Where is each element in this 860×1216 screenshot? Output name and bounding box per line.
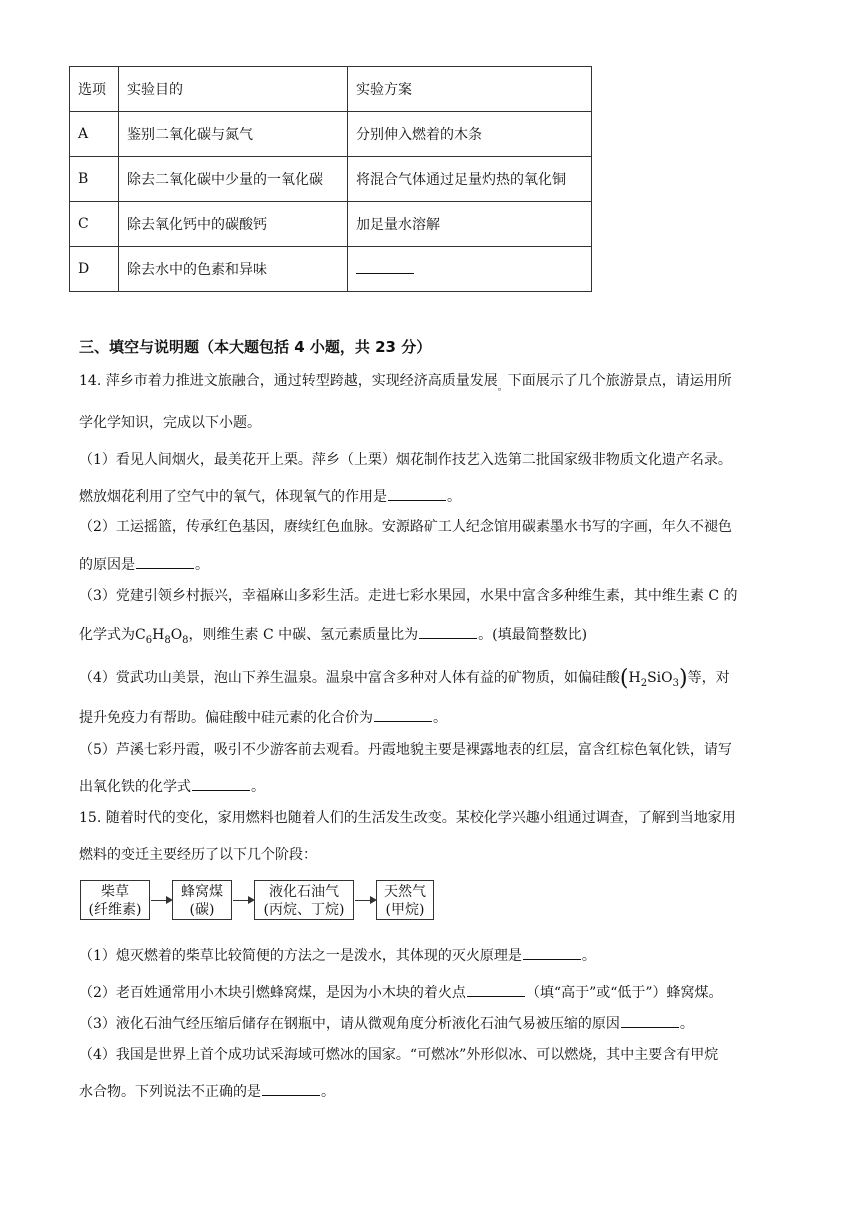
flow-box-detail: (甲烷) (385, 902, 425, 918)
row-option: B (70, 157, 119, 202)
flow-box-coal (172, 880, 232, 920)
answer-blank (388, 489, 446, 501)
q15-p2-line (79, 983, 723, 1003)
q15-p3-end: 。 (679, 1016, 694, 1032)
metasilicic-acid-formula (619, 666, 688, 691)
q14-p3-end: 。(填最简整数比) (478, 627, 588, 643)
table-row (70, 112, 592, 157)
formula-sub: 8 (182, 635, 189, 646)
q15-p2-text: （2）老百姓通常用小木块引燃蜂窝煤，是因为小木块的着火点 (79, 985, 466, 1001)
row-plan: 分别伸入燃着的木条 (348, 112, 592, 157)
row-purpose: 除去氧化钙中的碳酸钙 (119, 202, 348, 247)
row-purpose: 除去水中的色素和异味 (119, 247, 348, 292)
q14-p5-text: 出氧化铁的化学式 (79, 779, 191, 795)
q15-p4-line2 (79, 1082, 335, 1102)
row-option: D (70, 247, 119, 292)
formula-h: H (628, 670, 641, 686)
answer-blank (374, 710, 432, 722)
row-plan-blank (348, 247, 592, 292)
q14-p5-line2 (79, 777, 265, 797)
header-option: 选项 (70, 67, 119, 112)
flow-box-natural-gas (376, 880, 434, 920)
formula-sub: 8 (164, 635, 171, 646)
formula-paren: ) (679, 666, 688, 691)
options-table (69, 66, 592, 292)
q15-intro-line1: 15. 随着时代的变化，家用燃料也随着人们的生活发生改变。某校化学兴趣小组通过调查，了解到当地家用 (79, 810, 736, 826)
answer-blank (523, 948, 581, 960)
header-purpose: 实验目的 (119, 67, 348, 112)
q14-p2-text: 的原因是 (79, 557, 135, 573)
flow-box-name: 天然气 (384, 884, 426, 900)
formula-paren: ( (619, 666, 629, 691)
q14-intro-text-b: 下面展示了几个旅游景点，请运用所 (507, 373, 732, 389)
header-plan: 实验方案 (348, 67, 592, 112)
formula-h: H (152, 627, 165, 643)
q14-p2-end: 。 (195, 557, 209, 573)
q14-intro-line1 (79, 371, 732, 398)
q14-intro-text: 14. 萍乡市着力推进文旅融合，通过转型跨越，实现经济高质量发展 (79, 373, 498, 389)
q15-p4-line1: （4）我国是世界上首个成功试采海域可燃冰的国家。“可燃冰”外形似冰、可以燃烧，其中主要含有甲烷 (79, 1047, 719, 1063)
q14-p5-line1: （5）芦溪七彩丹霞，吸引不少游客前去观看。丹霞地貌主要是裸露地表的红层，富含红棕色氧化铁，请写 (79, 742, 732, 758)
flow-arrow-icon (151, 900, 171, 901)
formula-c: C (135, 627, 146, 643)
answer-blank (192, 779, 250, 791)
q14-intro-line2: 学化学知识，完成以下小题。 (79, 415, 261, 431)
q14-p2-line1: （2）工运摇篮，传承红色基因，赓续红色血脉。安源路矿工人纪念馆用碳素墨水书写的字画，年久不褪色 (79, 519, 732, 535)
answer-blank (621, 1016, 679, 1028)
flow-box-name: 液化石油气 (269, 884, 339, 900)
formula-sub: 6 (145, 635, 153, 646)
q14-p4-text: （4）赏武功山美景，泡山下养生温泉。温泉中富含多种对人体有益的矿物质，如偏硅酸 (79, 670, 620, 686)
answer-blank (356, 261, 414, 274)
q15-p3-line (79, 1014, 694, 1034)
flow-box-name: 柴草 (101, 884, 129, 900)
flow-box-lpg (254, 880, 354, 920)
flow-box-detail: (纤维素) (88, 902, 142, 918)
q14-p3-text-b: ，则维生素 C 中碳、氢元素质量比为 (188, 627, 419, 643)
formula-sub: 2 (640, 678, 648, 689)
flow-box-detail: (碳) (189, 902, 215, 918)
q14-p3-line1: （3）党建引领乡村振兴，幸福麻山多彩生活。走进七彩水果园，水果中富含多种维生素，其中维生素 C 的 (79, 588, 738, 604)
q15-p4-end: 。 (321, 1084, 335, 1100)
q15-p4-text: 水合物。下列说法不正确的是 (79, 1084, 261, 1100)
q14-p1-end: 。 (447, 489, 461, 505)
formula-o: O (170, 627, 183, 643)
q14-p5-end: 。 (251, 779, 265, 795)
q14-intro-dot: 。 (497, 382, 508, 393)
q15-p1-end: 。 (581, 948, 596, 964)
q14-p1-line1: （1）看见人间烟火，最美花开上栗。萍乡（上栗）烟花制作技艺入选第二批国家级非物质文化遗产名录。 (79, 452, 732, 468)
q14-p2-line2 (79, 555, 209, 575)
row-option: C (70, 202, 119, 247)
q15-p1-text: （1）熄灭燃着的柴草比较简便的方法之一是泼水，其体现的灭火原理是 (79, 948, 522, 964)
answer-blank (136, 557, 194, 569)
row-purpose: 除去二氧化碳中少量的一氧化碳 (119, 157, 348, 202)
flow-arrow-icon (233, 900, 253, 901)
answer-blank (262, 1084, 320, 1096)
table-row (70, 247, 592, 292)
table-header-row (70, 67, 592, 112)
flow-box-detail: (丙烷、丁烷) (263, 902, 345, 918)
flow-box-name: 蜂窝煤 (181, 884, 223, 900)
row-purpose: 鉴别二氧化碳与氮气 (119, 112, 348, 157)
row-plan: 将混合气体通过足量灼热的氧化铜 (348, 157, 592, 202)
flow-box-firewood (80, 880, 150, 920)
q14-p4-end: 。 (433, 710, 447, 726)
section-title: 三、填空与说明题（本大题包括 4 小题，共 23 分） (79, 338, 432, 356)
q14-p4-line1 (79, 668, 730, 694)
flow-arrow-icon (355, 900, 375, 901)
table-row (70, 202, 592, 247)
q14-p1-line2 (79, 487, 461, 507)
q15-p1-line (79, 946, 596, 966)
row-option: A (70, 112, 119, 157)
answer-blank (419, 627, 477, 639)
q14-p3-line2 (79, 625, 587, 651)
q14-p4-line2 (79, 708, 447, 728)
formula-sio: SiO (647, 670, 673, 686)
q14-p1-text: 燃放烟花利用了空气中的氧气，体现氧气的作用是 (79, 489, 387, 505)
table-row (70, 157, 592, 202)
vitamin-c-formula (135, 627, 189, 646)
q14-p4-text-b: 等，对 (687, 670, 730, 686)
q15-p3-text: （3）液化石油气经压缩后储存在钢瓶中，请从微观角度分析液化石油气易被压缩的原因 (79, 1016, 620, 1032)
q15-p2-end: （填“高于”或“低于”）蜂窝煤。 (525, 985, 723, 1001)
q14-p4-text-c: 提升免疫力有帮助。偏硅酸中硅元素的化合价为 (79, 710, 373, 726)
row-plan: 加足量水溶解 (348, 202, 592, 247)
q15-intro-line2: 燃料的变迁主要经历了以下几个阶段： (79, 847, 317, 863)
formula-sub: 3 (672, 678, 680, 689)
answer-blank (467, 985, 525, 997)
q14-p3-text: 化学式为 (79, 627, 135, 643)
